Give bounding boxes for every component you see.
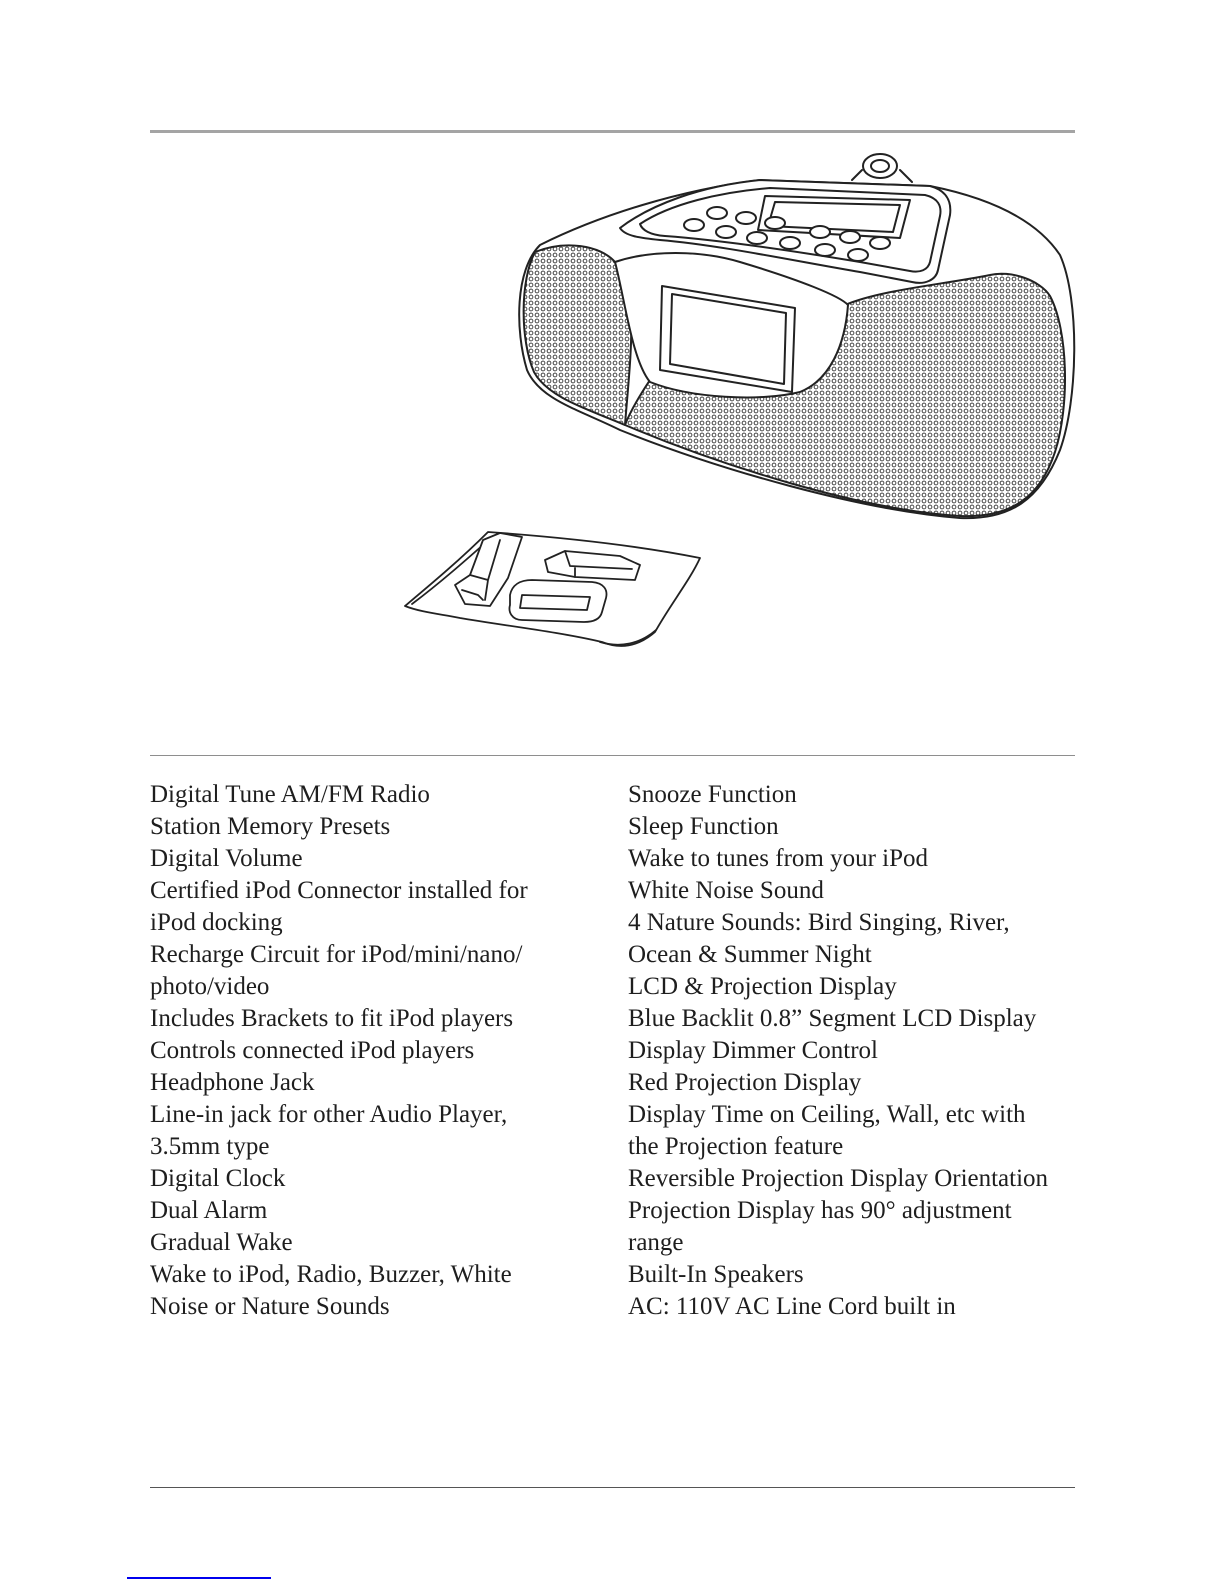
feature-item: Built-In Speakers	[628, 1261, 804, 1288]
feature-item: Gradual Wake	[150, 1229, 293, 1256]
features-list-right	[628, 779, 1078, 1323]
features-list-left	[150, 779, 590, 1323]
feature-item: Reversible Projection Display Orientation	[628, 1165, 1049, 1192]
section-divider	[150, 755, 1075, 756]
feature-item: Controls connected iPod players	[150, 1037, 475, 1064]
feature-item: Digital Tune AM/FM Radio	[150, 781, 430, 808]
feature-item: Station Memory Presets	[150, 813, 391, 840]
feature-item: Includes Brackets to fit iPod players	[150, 1005, 514, 1032]
feature-item: Display Time on Ceiling, Wall, etc with the Projection feature	[628, 1101, 1026, 1160]
feature-item: Certified iPod Connector installed for iPod docking	[150, 877, 528, 936]
feature-item: Dual Alarm	[150, 1197, 268, 1224]
feature-item: AC: 110V AC Line Cord built in	[628, 1293, 956, 1320]
feature-item: White Noise Sound	[628, 877, 824, 904]
feature-item: Display Dimmer Control	[628, 1037, 878, 1064]
feature-item: Red Projection Display	[628, 1069, 862, 1096]
feature-item: Wake to iPod, Radio, Buzzer, White Noise or Nature Sounds	[150, 1261, 512, 1320]
feature-item: Digital Clock	[150, 1165, 286, 1192]
feature-item: Projection Display has 90° adjustment range	[628, 1197, 1012, 1256]
feature-item: Snooze Function	[628, 781, 797, 808]
clock-radio-icon	[519, 154, 1074, 518]
feature-item: Digital Volume	[150, 845, 303, 872]
feature-item: Blue Backlit 0.8” Segment LCD Display	[628, 1005, 1037, 1032]
product-illustration	[0, 0, 1225, 700]
feature-item: Sleep Function	[628, 813, 779, 840]
bottom-underline-link[interactable]	[127, 1577, 271, 1579]
feature-item: Headphone Jack	[150, 1069, 315, 1096]
feature-item: Recharge Circuit for iPod/mini/nano/ photo/video	[150, 941, 523, 1000]
feature-item: Line-in jack for other Audio Player, 3.5mm type	[150, 1101, 508, 1160]
bottom-divider	[150, 1487, 1075, 1488]
ipod-brackets-bag-icon	[405, 532, 700, 646]
feature-item: 4 Nature Sounds: Bird Singing, River, Ocean & Summer Night	[628, 909, 1010, 968]
feature-item: LCD & Projection Display	[628, 973, 897, 1000]
feature-item: Wake to tunes from your iPod	[628, 845, 929, 872]
